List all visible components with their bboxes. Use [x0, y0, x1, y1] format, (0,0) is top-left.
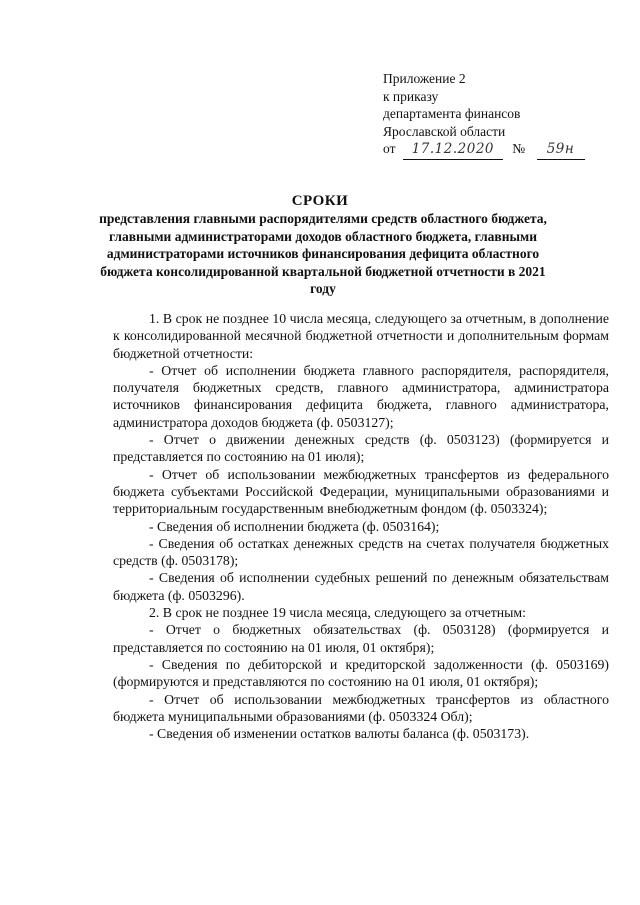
appendix-line-3: департамента финансов: [383, 106, 521, 121]
document-subtitle: представления главными распорядителями средств областного бюджета, главными администраторами доходов областного бюджета, главными администраторами источников финансирования дефицита областного бюджета консолидированной квартальной бюджетной отчетности в 2021 году: [99, 211, 547, 297]
document-title: СРОКИ: [291, 193, 349, 209]
appendix-line-1: Приложение 2: [383, 71, 466, 86]
order-date-row: [383, 140, 585, 160]
list-item: - Отчет о бюджетных обязательствах (ф. 0503128) (формируется и представляется по состоянию на 01 июля, 01 октября);: [113, 622, 609, 655]
list-item: - Сведения об остатках денежных средств на счетах получателя бюджетных средств (ф. 0503178);: [113, 535, 609, 569]
number-sign: №: [512, 141, 526, 156]
list-item: - Сведения об исполнении судебных решений по денежным обязательствам бюджета (ф. 0503296).: [113, 570, 609, 603]
handwritten-date: 17.12.2020: [403, 141, 503, 160]
list-item: - Отчет о движении денежных средств (ф. 0503123) (формируется и представляется по состоянию на 01 июля);: [113, 432, 609, 465]
list-item: - Отчет об использовании межбюджетных трансфертов из областного бюджета муниципальными образованиями (ф. 0503324 Обл);: [113, 691, 609, 724]
paragraph-item-1-intro: 1. В срок не позднее 10 числа месяца, следующего за отчетным, в дополнение к консолидированной месячной бюджетной отчетности и дополнительным формам бюджетной отчетности:: [113, 311, 609, 361]
list-item: - Отчет об использовании межбюджетных трансфертов из федерального бюджета субъектами Российской Федерации, муниципальными образованиями и территориальным государственным внебюджетным фондом (ф. 0503324);: [113, 466, 609, 517]
handwritten-order-number: 59н: [537, 141, 585, 160]
list-item: - Сведения по дебиторской и кредиторской задолженности (ф. 0503169) (формируются и представляются по состоянию на 01 июля, 01 октября);: [113, 656, 609, 690]
paragraph-item-2-intro: 2. В срок не позднее 19 числа месяца, следующего за отчетным:: [149, 605, 526, 621]
appendix-block: [383, 70, 585, 160]
list-item: - Сведения об изменении остатков валюты баланса (ф. 0503173).: [149, 726, 530, 742]
list-item: - Отчет об исполнении бюджета главного распорядителя, распорядителя, получателя бюджетных средств, главного администратора, администратора источников финансирования дефицита бюджета, главного администратора, администратора доходов бюджета (ф. 0503127);: [113, 362, 609, 430]
appendix-line-4: Ярославской области: [383, 123, 506, 139]
list-item: - Сведения об исполнении бюджета (ф. 0503164);: [149, 518, 440, 534]
appendix-line-2: к приказу: [383, 88, 439, 104]
date-prefix: от: [383, 141, 396, 156]
document-body: [113, 310, 609, 742]
